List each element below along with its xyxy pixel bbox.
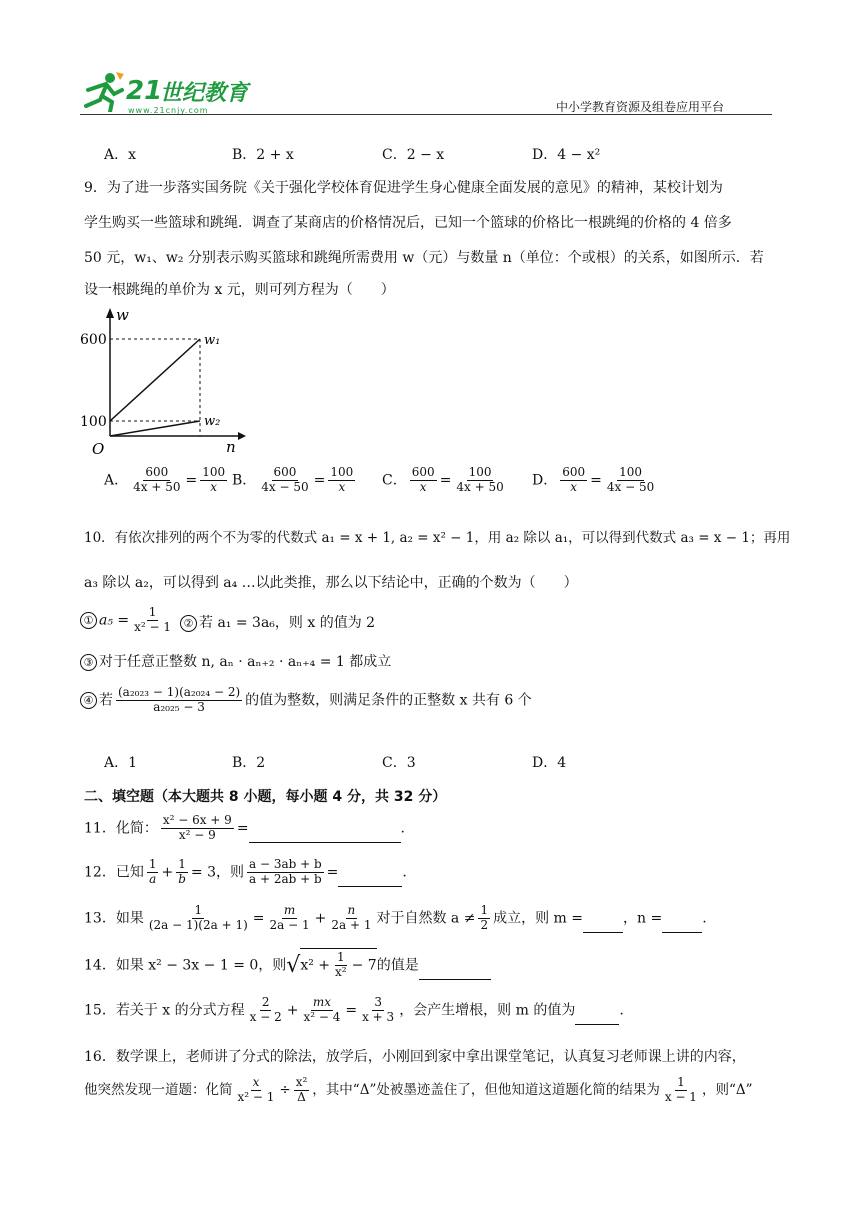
q11-pre: 11．化简： (84, 820, 158, 837)
header-divider (80, 114, 772, 115)
q13-pre: 13．如果 (84, 910, 144, 927)
s1-lhs: a₅ = (99, 612, 130, 629)
frac-num: x² − 6x + 9 (162, 813, 232, 827)
platform-name: 中小学教育资源及组卷应用平台 (556, 100, 725, 114)
q12-pre: 12．已知 (84, 864, 144, 881)
q15-eq: = (345, 1002, 358, 1019)
frac-num: a − 3ab + b (248, 857, 322, 871)
q9-graph (78, 306, 248, 456)
s4-post: 的值为整数，则满足条件的正整数 x 共有 6 个 (245, 692, 532, 709)
frac-den: 4x − 50 (606, 479, 655, 494)
w2-line (110, 421, 200, 436)
q13 (84, 904, 707, 933)
frac-num: x (252, 1075, 260, 1089)
q15-plus: + (286, 1002, 299, 1019)
q15-post: ，会产生增根，则 m 的值为 (399, 1002, 576, 1019)
frac-num: 100 (468, 465, 492, 479)
circle-number-4: ④ (80, 692, 97, 709)
frac-num: 1 (178, 857, 186, 871)
q13-post: 成立，则 m = (493, 910, 583, 927)
q13-mid: 对于自然数 a ≠ (376, 910, 476, 927)
q10-option-c: C．3 (382, 755, 416, 771)
option-label: C． (382, 472, 407, 489)
frac-den: x − 1 (664, 1089, 697, 1104)
q16-post: ，则“Δ” (701, 1081, 753, 1098)
rad-post: − 7 (351, 957, 377, 974)
frac-den: 2a − 1 (269, 917, 310, 932)
tick-600: 600 (80, 332, 107, 348)
frac-num: (a₂₀₂₃ − 1)(a₂₀₂₄ − 2) (118, 685, 241, 699)
frac-den: Δ (297, 1089, 306, 1104)
q16-pre: 他突然发现一道题：化简 (84, 1081, 233, 1098)
q10-option-b: B．2 (232, 755, 266, 771)
frac-den: x² − 4 (303, 1009, 341, 1024)
option-label: D． (532, 472, 558, 489)
circle-number-3: ③ (80, 654, 97, 671)
frac-num: 3 (374, 995, 382, 1009)
frac-num: 1 (480, 903, 489, 917)
frac-num: mx (312, 995, 331, 1009)
frac-num: n (347, 903, 356, 917)
frac-num: 1 (194, 903, 203, 917)
frac-den: x (338, 479, 346, 494)
frac-den: 2a + 1 (331, 917, 372, 932)
frac-den: a (149, 871, 157, 886)
runner-logo-icon (80, 72, 126, 112)
rad-pre: x² + (300, 957, 331, 974)
q12-mid: = 3，则 (190, 864, 244, 881)
x-axis-arrow-icon (238, 432, 246, 440)
q9-option-d: D． $\frac{600}{x}$ = $\frac{100}{4x - 50}$ (532, 465, 655, 494)
logo-url: www.21cnjy.com (128, 106, 209, 115)
frac-num: 100 (330, 465, 354, 479)
q9-option-b: B． $\frac{600}{4x - 50}$ = $\frac{100}{x}$ (232, 465, 354, 494)
q10-line-1: 10．有依次排列的两个不为零的代数式 a₁ = x + 1, a₂ = x² − 1，用 a₂ 除以 a₁，可以得到代数式 a₃ = x − 1；再用 (84, 530, 791, 546)
frac-den: x + 3 (362, 1009, 395, 1024)
q8-option-c: C．2 − x (382, 147, 445, 163)
frac-den: x − 2 (249, 1009, 282, 1024)
frac-den: x² − 9 (178, 827, 216, 842)
answer-blank-m[interactable] (583, 918, 623, 933)
frac-num: 1 (148, 857, 157, 871)
option-label: B． (232, 472, 257, 489)
x-axis-label: n (226, 438, 236, 456)
q8-option-d: D．4 − x² (532, 147, 601, 163)
q14-pre: 14．如果 x² − 3x − 1 = 0，则 (84, 957, 287, 974)
circle-number-1: ① (80, 612, 97, 629)
answer-blank[interactable] (575, 1010, 619, 1025)
frac-num: 1 (677, 1075, 685, 1089)
frac-den: a₂₀₂₅ − 3 (153, 699, 205, 714)
frac-den: x (210, 479, 218, 494)
origin-label: O (92, 440, 105, 456)
frac-num: 600 (145, 465, 169, 479)
answer-blank[interactable] (249, 828, 401, 843)
q11-end: . (400, 820, 405, 837)
answer-blank-n[interactable] (662, 918, 702, 933)
q13-plus: + (314, 910, 327, 927)
frac-den: 4x − 50 (261, 479, 309, 494)
q10-statement-4 (80, 686, 532, 715)
frac-num: 600 (562, 465, 586, 479)
q14 (84, 948, 491, 980)
frac-den: x² − 1 (134, 619, 172, 634)
w1-label: w₁ (204, 333, 221, 348)
q12-end: . (402, 864, 407, 881)
frac-num: 2 (261, 995, 270, 1009)
q15-pre: 15．若关于 x 的分式方程 (84, 1002, 245, 1019)
frac-num: 1 (337, 950, 345, 964)
w1-line (110, 339, 200, 421)
frac-num: 100 (619, 465, 642, 479)
frac-den: (2a − 1)(2a + 1) (148, 917, 248, 932)
frac-den: x (570, 479, 578, 494)
logo-text: 世纪教育 (160, 81, 249, 106)
q13-end: . (702, 910, 707, 927)
frac-num: 600 (273, 465, 297, 479)
option-label: A． (104, 472, 129, 489)
frac-den: b (178, 871, 186, 886)
q8-option-b: B．2 + x (232, 147, 294, 163)
section-title-fill-in: 二、填空题（本大题共 8 小题，每小题 4 分，共 32 分） (84, 789, 447, 805)
frac-den: 2 (480, 917, 489, 932)
frac-num: 100 (202, 465, 226, 479)
q9-line-1: 9．为了进一步落实国务院《关于强化学校体育促进学生身心健康全面发展的意见》的精神，某校计划为 (84, 180, 723, 196)
q9-line-3: 50 元，w₁、w₂ 分别表示购买篮球和跳绳所需费用 w（元）与数量 n（单位：个或根）的关系，如图所示．若 (84, 250, 764, 266)
frac-den: 4x + 50 (133, 479, 181, 494)
s2-text: 若 a₁ = 3a₆，则 x 的值为 2 (199, 615, 376, 631)
q16-line-1: 16．数学课上，老师讲了分式的除法，放学后，小刚回到家中拿出课堂笔记，认真复习老师课上讲的内容， (84, 1049, 746, 1065)
tick-100: 100 (80, 414, 107, 430)
frac-den: x² (335, 964, 347, 979)
frac-den: x (419, 479, 427, 494)
frac-num: 600 (411, 465, 435, 479)
q15-end: . (619, 1002, 624, 1019)
q10-statement-1 (80, 606, 176, 635)
q10-option-a: A．1 (104, 755, 138, 771)
q9-line-2: 学生购买一些篮球和跳绳．调查了某商店的价格情况后，已知一个篮球的价格比一根跳绳的价格的 4 倍多 (84, 215, 732, 231)
frac-den: 4x + 50 (456, 479, 504, 494)
frac-den: x² − 1 (237, 1089, 275, 1104)
q12 (84, 858, 407, 887)
q12-eq: = (326, 864, 339, 881)
logo-number: 21 (126, 76, 163, 106)
q8-option-a: A．x (104, 147, 137, 163)
q14-post: 的值是 (376, 957, 419, 974)
y-axis-label: w (116, 306, 129, 324)
circle-number-2: ② (180, 615, 197, 632)
q16-div: ÷ (279, 1081, 291, 1098)
q16-mid: ，其中“Δ”处被墨迹盖住了，但他知道这道题化简的结果为 (312, 1081, 660, 1098)
frac-num: x² (295, 1075, 308, 1089)
frac-num: 1 (148, 605, 157, 619)
q16-line-2 (84, 1076, 753, 1105)
frac-den: a + 2ab + b (248, 871, 322, 886)
q15 (84, 996, 624, 1025)
q9-line-4: 设一根跳绳的单价为 x 元，则可列方程为（ ） (84, 282, 395, 298)
q9-option-c: C． $\frac{600}{x}$ = $\frac{100}{4x + 50}$ (382, 465, 504, 494)
frac-num: m (283, 903, 296, 917)
q9-option-a: A． $\frac{600}{4x + 50}$ = $\frac{100}{x}$ (104, 465, 226, 494)
q10-statement-3 (80, 651, 391, 671)
answer-blank[interactable] (338, 872, 402, 887)
q13-eq: = (252, 910, 265, 927)
q13-sep: ，n = (623, 910, 663, 927)
s4-pre: 若 (99, 692, 113, 709)
q11-eq: = (236, 820, 249, 837)
q10-statement-2 (180, 612, 375, 632)
q10-line-2: a₃ 除以 a₂，可以得到 a₄ …以此类推，那么以下结论中，正确的个数为（ ） (84, 575, 578, 591)
q12-plus: + (161, 864, 174, 881)
answer-blank[interactable] (419, 965, 491, 980)
q11 (84, 814, 405, 843)
q10-option-d: D．4 (532, 755, 567, 771)
y-axis-arrow-icon (106, 308, 114, 318)
radical-icon: √ (286, 952, 301, 978)
s3-text: 对于任意正整数 n, aₙ · aₙ₊₂ · aₙ₊₄ = 1 都成立 (99, 654, 392, 670)
w2-label: w₂ (204, 414, 221, 429)
